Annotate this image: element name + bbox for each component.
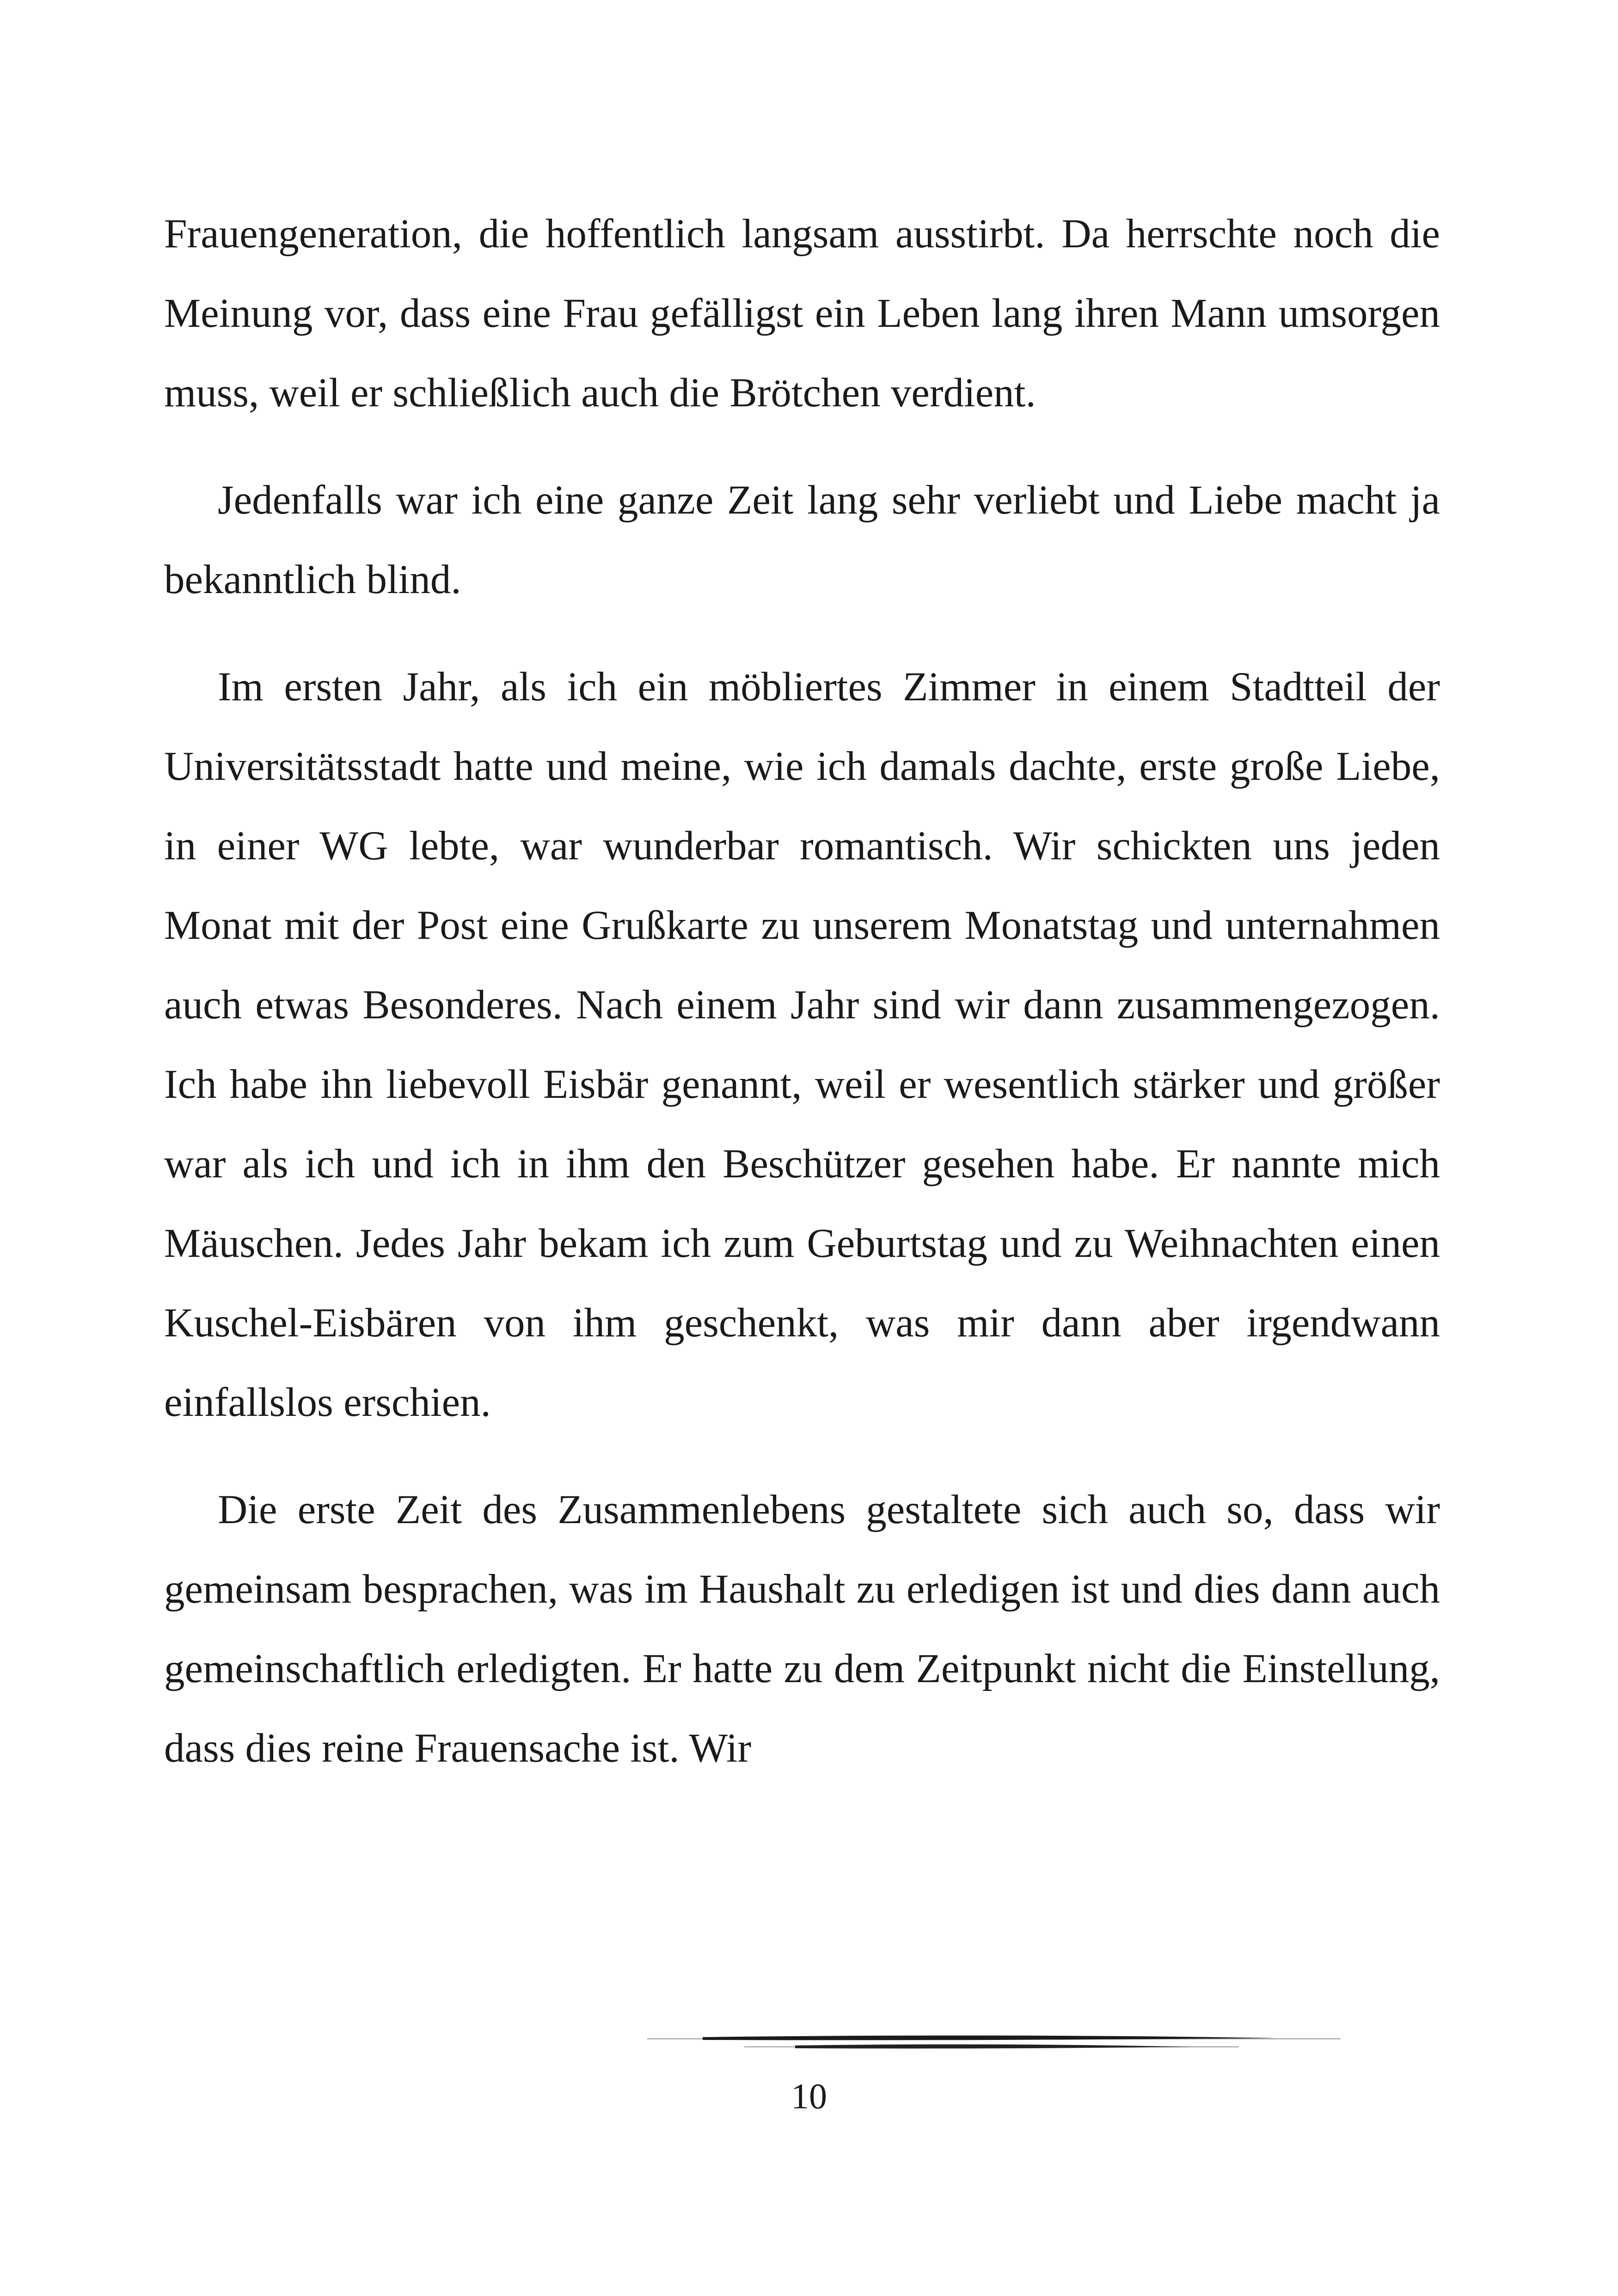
paragraph-4: Die erste Zeit des Zusammenlebens gestaltete sich auch so, dass wir gemeinsam besprachen, was im Haushalt zu erledigen ist und dies dann auch gemeinschaftlich erledigten. Er hatte zu dem Zeitpunkt nicht die Einstellung, dass dies reine Frauensache ist. Wir	[164, 1487, 1440, 1771]
body-text	[164, 194, 1440, 1816]
paragraph-1: Frauengeneration, die hoffentlich langsam ausstirbt. Da herrschte noch die Meinung vor, dass eine Frau gefälligst ein Leben lang ihren Mann umsorgen muss, weil er schließlich auch die Brötchen verdient.	[164, 211, 1440, 416]
footer-ornament-rule	[647, 2027, 1341, 2055]
paragraph-2: Jedenfalls war ich eine ganze Zeit lang sehr verliebt und Liebe macht ja bekanntlich blind.	[164, 478, 1440, 602]
paragraph-3: Im ersten Jahr, als ich ein möbliertes Zimmer in einem Stadtteil der Universitätsstadt hatte und meine, wie ich damals dachte, erste große Liebe, in einer WG lebte, war wunderbar romantisch. Wir schickten uns jeden Monat mit der Post eine Grußkarte zu unserem Monatstag und unternahmen auch etwas Besonderes. Nach einem Jahr sind wir dann zusammengezogen. Ich habe ihn liebevoll Eisbär genannt, weil er wesentlich stärker und größer war als ich und ich in ihm den Beschützer gesehen habe. Er nannte mich Mäuschen. Jedes Jahr bekam ich zum Geburtstag und zu Weihnachten einen Kuschel-Eisbären von ihm geschenkt, was mir dann aber irgendwann einfallslos erschien.	[164, 664, 1440, 1425]
page-number: 10	[791, 2076, 827, 2116]
